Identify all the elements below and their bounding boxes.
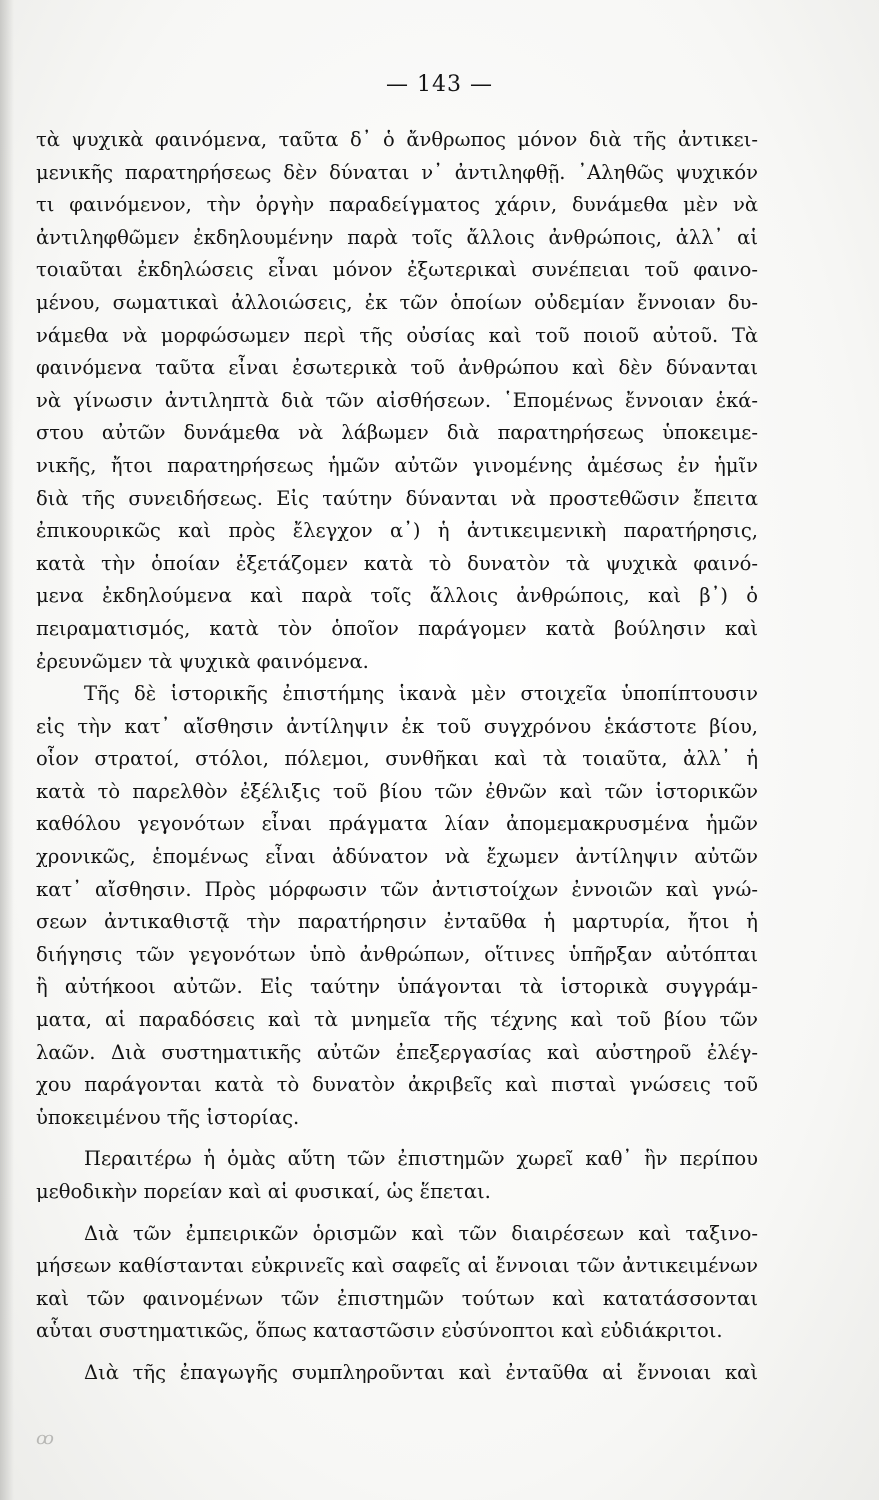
- text-line: εἰς τὴν κατ᾽ αἴσθησιν ἀντίληψιν ἐκ τοῦ συγχρόνου ἑκάστοτε βίου,: [36, 714, 758, 738]
- text-line: Τῆς δὲ ἱστορικῆς ἐπιστήμης ἱκανὰ μὲν στοιχεῖα ὑποπίπτουσιν: [84, 682, 758, 706]
- text-line: ὑποκειμένου τῆς ἱστορίας.: [36, 1105, 300, 1129]
- paragraph-induction: [36, 1357, 758, 1390]
- text-line: μενα ἐκδηλούμενα καὶ παρὰ τοῖς ἄλλοις ἀνθρώποις, καὶ β᾽) ὁ: [36, 584, 758, 608]
- text-line: νὰ γίνωσιν ἀντιληπτὰ διὰ τῶν αἰσθήσεων. ῾Επομένως ἔννοιαν ἑκά-: [36, 388, 758, 412]
- text-line: μενικῆς παρατηρήσεως δὲν δύναται ν᾽ ἀντιληφθῇ. ᾿Αληθῶς ψυχικόν: [36, 160, 758, 184]
- text-line: διὰ τῆς συνειδήσεως. Εἰς ταύτην δύνανται νὰ προστεθῶσιν ἔπειτα: [36, 486, 758, 510]
- text-line: νικῆς, ἤτοι παρατηρήσεως ἡμῶν αὐτῶν γινομένης ἀμέσως ἐν ἡμῖν: [36, 453, 758, 477]
- text-line: ἢ αὐτήκοοι αὐτῶν. Εἰς ταύτην ὑπάγονται τὰ ἱστορικὰ συγγράμ-: [36, 975, 758, 999]
- text-line: καὶ τῶν φαινομένων τῶν ἐπιστημῶν τούτων καὶ κατατάσσονται: [36, 1286, 758, 1310]
- text-line: σεων ἀντικαθιστᾷ τὴν παρατήρησιν ἐνταῦθα ἡ μαρτυρία, ἤτοι ἡ: [36, 910, 758, 934]
- text-line: στου αὐτῶν δυνάμεθα νὰ λάβωμεν διὰ παρατηρήσεως ὑποκειμε-: [36, 421, 758, 445]
- text-line: χου παράγονται κατὰ τὸ δυνατὸν ἀκριβεῖς καὶ πισταὶ γνώσεις τοῦ: [36, 1073, 758, 1097]
- text-line: Διὰ τῶν ἐμπειρικῶν ὁρισμῶν καὶ τῶν διαιρέσεων καὶ ταξινο-: [84, 1221, 758, 1245]
- body-text: [36, 124, 758, 1390]
- text-line: τοιαῦται ἐκδηλώσεις εἶναι μόνον ἐξωτερικαὶ συνέπειαι τοῦ φαινο-: [36, 258, 758, 282]
- text-line: τι φαινόμενον, τὴν ὀργὴν παραδείγματος χάριν, δυνάμεθα μὲν νὰ: [36, 193, 758, 217]
- text-line: αὗται συστηματικῶς, ὅπως καταστῶσιν εὐσύνοπτοι καὶ εὐδιάκριτοι.: [36, 1319, 723, 1343]
- text-line: νάμεθα νὰ μορφώσωμεν περὶ τῆς οὐσίας καὶ τοῦ ποιοῦ αὐτοῦ. Τὰ: [36, 323, 758, 347]
- text-line: ἐρευνῶμεν τὰ ψυχικὰ φαινόμενα.: [36, 649, 369, 673]
- text-line: ματα, αἱ παραδόσεις καὶ τὰ μνημεῖα τῆς τέχνης καὶ τοῦ βίου τῶν: [36, 1008, 758, 1032]
- text-line: κατ᾽ αἴσθησιν. Πρὸς μόρφωσιν τῶν ἀντιστοίχων ἐννοιῶν καὶ γνώ-: [36, 877, 758, 901]
- text-line: Διὰ τῆς ἐπαγωγῆς συμπληροῦνται καὶ ἐνταῦθα αἱ ἔννοιαι καὶ: [84, 1360, 758, 1384]
- paragraph-psychology: [36, 124, 758, 678]
- text-line: διήγησις τῶν γεγονότων ὑπὸ ἀνθρώπων, οἵτινες ὑπῆρξαν αὐτόπται: [36, 942, 758, 966]
- text-line: τὰ ψυχικὰ φαινόμενα, ταῦτα δ᾽ ὁ ἄνθρωπος μόνον διὰ τῆς ἀντικει-: [36, 128, 758, 151]
- paragraph-history: [36, 678, 758, 1134]
- text-line: πειραματισμός, κατὰ τὸν ὁποῖον παράγομεν κατὰ βούλησιν καὶ: [36, 616, 758, 640]
- pencil-margin-mark: ꝏ: [36, 1428, 54, 1449]
- paragraph-definitions: [36, 1218, 758, 1348]
- text-line: λαῶν. Διὰ συστηματικῆς αὐτῶν ἐπεξεργασίας καὶ αὐστηροῦ ἐλέγ-: [36, 1040, 758, 1064]
- text-line: μένου, σωματικαὶ ἀλλοιώσεις, ἐκ τῶν ὁποίων οὐδεμίαν ἔννοιαν δυ-: [36, 290, 758, 314]
- page-number: — 143 —: [386, 72, 493, 97]
- text-line: οἷον στρατοί, στόλοι, πόλεμοι, συνθῆκαι καὶ τὰ τοιαῦτα, ἀλλ᾽ ἡ: [36, 747, 758, 771]
- text-line: μήσεων καθίστανται εὐκρινεῖς καὶ σαφεῖς αἱ ἔννοιαι τῶν ἀντικειμένων: [36, 1254, 758, 1278]
- text-line: κατὰ τὸ παρελθὸν ἐξέλιξις τοῦ βίου τῶν ἐθνῶν καὶ τῶν ἱστορικῶν: [36, 779, 758, 803]
- text-line: ἐπικουρικῶς καὶ πρὸς ἔλεγχον α᾽) ἡ ἀντικειμενικὴ παρατήρησις,: [36, 519, 758, 543]
- text-line: καθόλου γεγονότων εἶναι πράγματα λίαν ἀπομεμακρυσμένα ἡμῶν: [36, 812, 758, 836]
- text-line: χρονικῶς, ἑπομένως εἶναι ἀδύνατον νὰ ἔχωμεν ἀντίληψιν αὐτῶν: [36, 845, 758, 869]
- text-line: Περαιτέρω ἡ ὁμὰς αὕτη τῶν ἐπιστημῶν χωρεῖ καθ᾽ ἣν περίπου: [84, 1147, 758, 1171]
- text-line: μεθοδικὴν πορείαν καὶ αἱ φυσικαί, ὡς ἕπεται.: [36, 1180, 491, 1203]
- scan-edge-shadow: [0, 0, 14, 1500]
- text-line: ἀντιληφθῶμεν ἐκδηλουμένην παρὰ τοῖς ἄλλοις ἀνθρώποις, ἀλλ᾽ αἱ: [36, 225, 758, 249]
- paragraph-method: [36, 1143, 758, 1208]
- text-line: φαινόμενα ταῦτα εἶναι ἐσωτερικὰ τοῦ ἀνθρώπου καὶ δὲν δύνανται: [36, 356, 758, 380]
- text-line: κατὰ τὴν ὁποίαν ἐξετάζομεν κατὰ τὸ δυνατὸν τὰ ψυχικὰ φαινό-: [36, 551, 758, 575]
